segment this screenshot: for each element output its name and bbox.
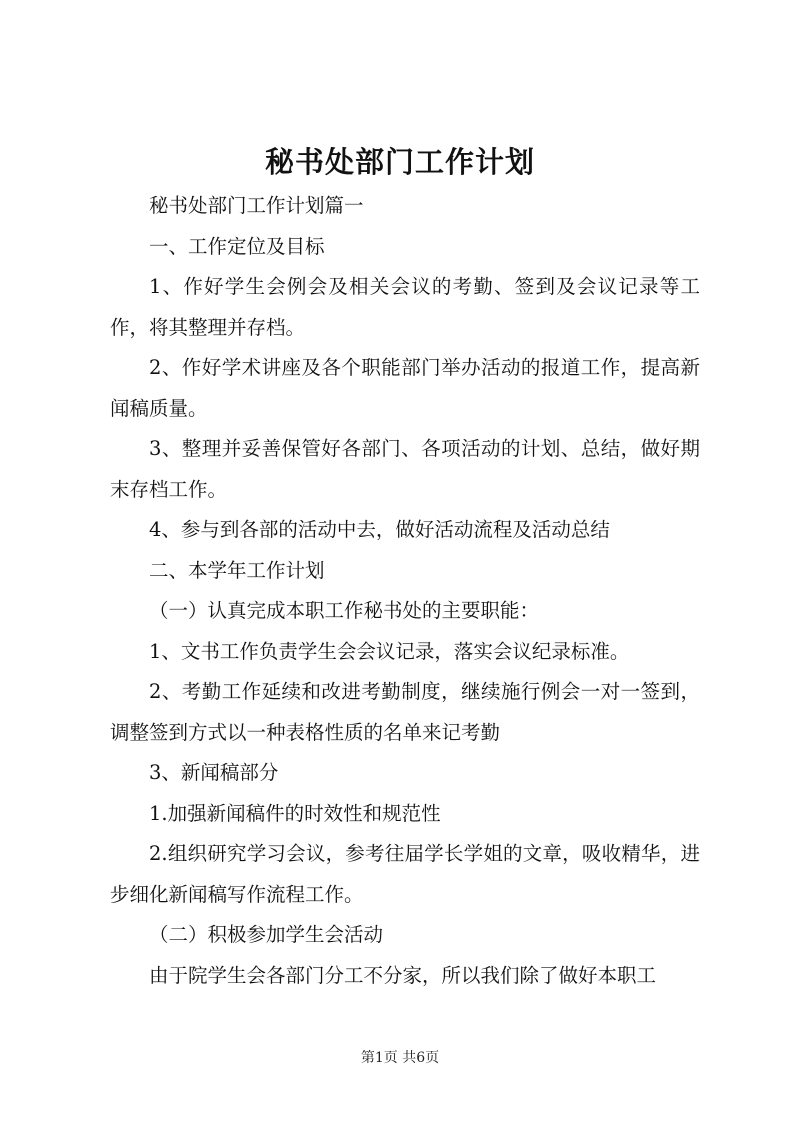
section-heading: 二、本学年工作计划 — [149, 558, 325, 582]
paragraph: 4、参与到各部的活动中去，做好活动流程及活动总结 — [149, 518, 610, 541]
paragraph: 2、考勤工作延续和改进考勤制度，继续施行例会一对一签到，调整签到方式以一种表格性质的名单来记考勤 — [110, 680, 700, 744]
paragraph: 2.组织研究学习会议，参考往届学长学姐的文章，吸收精华，进步细化新闻稿写作流程工作。 — [110, 842, 700, 906]
paragraph: 2、作好学术讲座及各个职能部门举办活动的报道工作，提高新闻稿质量。 — [110, 356, 700, 420]
document-body — [110, 186, 700, 996]
subsection-heading: （二）积极参加学生会活动 — [149, 923, 384, 946]
paragraph: 1、作好学生会例会及相关会议的考勤、签到及会议记录等工作，将其整理并存档。 — [110, 275, 700, 339]
page-number-footer: 第1页 共6页 — [360, 1050, 440, 1066]
document-title: 秘书处部门工作计划 — [264, 145, 535, 179]
section-heading: 一、工作定位及目标 — [149, 234, 325, 258]
paragraph: 3、新闻稿部分 — [149, 761, 279, 784]
paragraph: 秘书处部门工作计划篇一 — [149, 194, 364, 217]
paragraph: 3、整理并妥善保管好各部门、各项活动的计划、总结，做好期末存档工作。 — [110, 437, 700, 501]
subsection-heading: （一）认真完成本职工作秘书处的主要职能： — [149, 599, 540, 622]
paragraph: 1.加强新闻稿件的时效性和规范性 — [149, 801, 441, 825]
paragraph: 1、文书工作负责学生会会议记录，落实会议纪录标准。 — [149, 639, 630, 663]
paragraph: 由于院学生会各部门分工不分家，所以我们除了做好本职工 — [149, 963, 657, 987]
